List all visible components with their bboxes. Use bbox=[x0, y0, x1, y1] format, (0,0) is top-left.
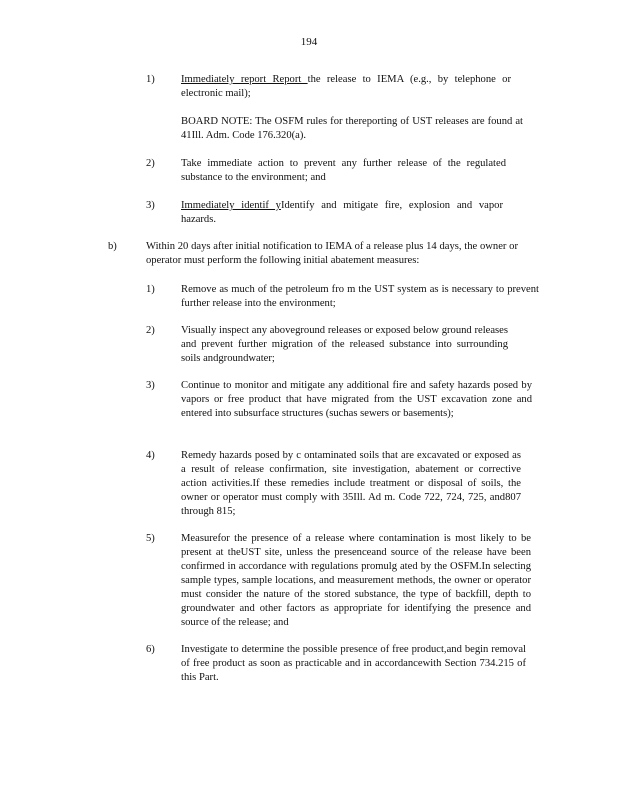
body-text: the release to IEMA (e.g., by telephone or electronic mail); bbox=[181, 74, 511, 99]
underlined-text: Immediately identif y bbox=[181, 200, 281, 211]
item-text: Continue to monitor and mitigate any additional fire and safety hazards posed by vapors or free product that have migrated from the UST excavation zone and entered into subsurface structures (suchas sewers or basements); bbox=[181, 380, 532, 419]
section-text: Within 20 days after initial notification to IEMA of a release plus 14 days, the owner or operator must perform the following initial abatement measures: bbox=[146, 241, 518, 266]
item-label: 5) bbox=[146, 533, 155, 544]
item-label: 3) bbox=[146, 380, 155, 391]
item-label: 3) bbox=[146, 200, 155, 211]
item-text bbox=[181, 73, 511, 101]
item-label: 4) bbox=[146, 450, 155, 461]
item-label: 1) bbox=[146, 74, 155, 85]
item-text: Measurefor the presence of a release where contamination is most likely to be present at theUST site, unless the presenceand source of the release have been confirmed in accordance with regulations promulg ated by the OSFM.In selecting sample types, sample locations, and measurement methods, the owner or operator must consider the nature of the stored substance, the type of backfill, depth to groundwater and other factors as appropriate for identifying the presence and source of the release; and bbox=[181, 533, 531, 628]
item-text: Visually inspect any aboveground releases or exposed below ground releases and prevent further migration of the released substance into surrounding soils andgroundwater; bbox=[181, 325, 508, 364]
item-text: Investigate to determine the possible presence of free product,and begin removal of free product as soon as practicable and in accordancewith Section 734.215 of this Part. bbox=[181, 644, 526, 683]
item-text: BOARD NOTE: The OSFM rules for thereporting of UST releases are found at 41Ill. Adm. Code 176.320(a). bbox=[181, 116, 523, 141]
section-label: b) bbox=[108, 241, 117, 252]
item-text: Remedy hazards posed by c ontaminated soils that are excavated or exposed as a result of release confirmation, site investigation, abatement or corrective action activities.If these remedies include treatment or disposal of soils, the owner or operator must comply with 35Ill. Ad m. Code 722, 724, 725, and807 through 815; bbox=[181, 450, 521, 517]
page-number: 194 bbox=[300, 36, 318, 48]
item-text bbox=[181, 199, 503, 227]
underlined-text: Immediately report Report bbox=[181, 74, 308, 85]
item-text: Remove as much of the petroleum fro m the UST system as is necessary to prevent further release into the environment; bbox=[181, 284, 539, 309]
item-label: 2) bbox=[146, 325, 155, 336]
item-label: 6) bbox=[146, 644, 155, 655]
item-label: 1) bbox=[146, 284, 155, 295]
item-label: 2) bbox=[146, 158, 155, 169]
body-text: Identify and mitigate fire, explosion and vapor hazards. bbox=[181, 200, 503, 225]
item-text: Take immediate action to prevent any further release of the regulated substance to the environment; and bbox=[181, 158, 506, 183]
